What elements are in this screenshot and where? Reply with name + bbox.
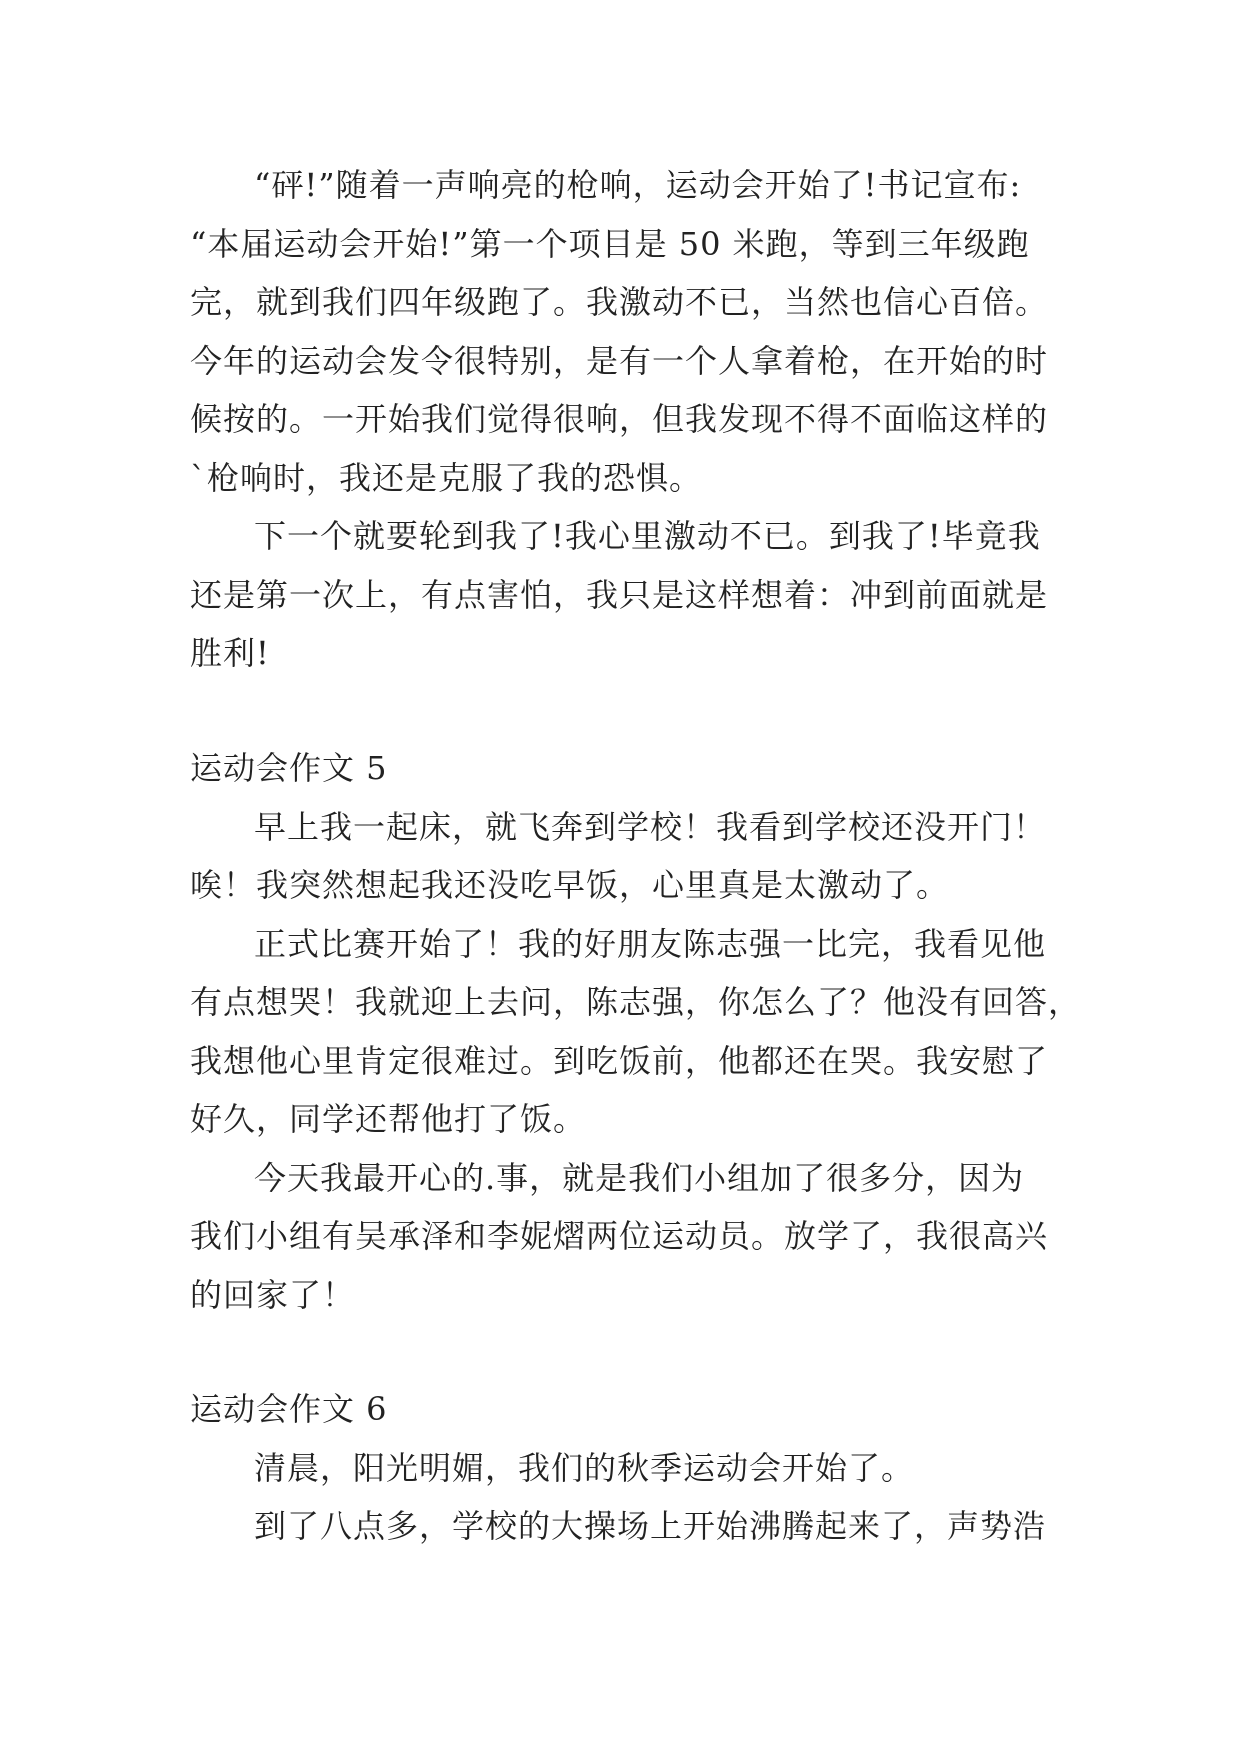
text-line: 早上我一起床，就飞奔到学校！我看到学校还没开门！ — [254, 808, 1047, 846]
text-line: 下一个就要轮到我了!我心里激动不已。到我了!毕竟我 — [254, 517, 1041, 555]
text-line: 好久，同学还帮他打了饭。 — [190, 1100, 587, 1138]
text-line: 我们小组有吴承泽和李妮熠两位运动员。放学了，我很高兴 — [190, 1217, 1049, 1255]
text-line: 候按的。一开始我们觉得很响，但我发现不得不面临这样的 — [190, 400, 1049, 438]
section-heading: 运动会作文 6 — [190, 1390, 388, 1428]
text-line: 唉！我突然想起我还没吃早饭，心里真是太激动了。 — [190, 866, 950, 904]
text-line: “本届运动会开始!”第一个项目是 50 米跑，等到三年级跑 — [190, 225, 1030, 263]
text-line: 完，就到我们四年级跑了。我激动不已，当然也信心百倍。 — [190, 283, 1049, 321]
text-line: 正式比赛开始了！我的好朋友陈志强一比完，我看见他 — [254, 925, 1047, 963]
text-line: 有点想哭！我就迎上去问，陈志强，你怎么了？他没有回答， — [190, 983, 1082, 1021]
text-line: 今年的运动会发令很特别，是有一个人拿着枪，在开始的时 — [190, 342, 1049, 380]
text-line: 胜利! — [190, 634, 270, 672]
text-line: 的回家了！ — [190, 1276, 356, 1314]
text-line: “砰!”随着一声响亮的枪响，运动会开始了!书记宣布: — [254, 166, 1022, 204]
text-line: 清晨，阳光明媚，我们的秋季运动会开始了。 — [254, 1449, 915, 1487]
text-line: 今天我最开心的.事，就是我们小组加了很多分，因为 — [254, 1159, 1025, 1197]
text-line: 我想他心里肯定很难过。到吃饭前，他都还在哭。我安慰了 — [190, 1042, 1049, 1080]
text-line: 到了八点多，学校的大操场上开始沸腾起来了，声势浩 — [254, 1507, 1047, 1545]
text-line: 还是第一次上，有点害怕，我只是这样想着：冲到前面就是 — [190, 576, 1049, 614]
section-heading: 运动会作文 5 — [190, 749, 388, 787]
text-line: `枪响时，我还是克服了我的恐惧。 — [190, 459, 703, 497]
